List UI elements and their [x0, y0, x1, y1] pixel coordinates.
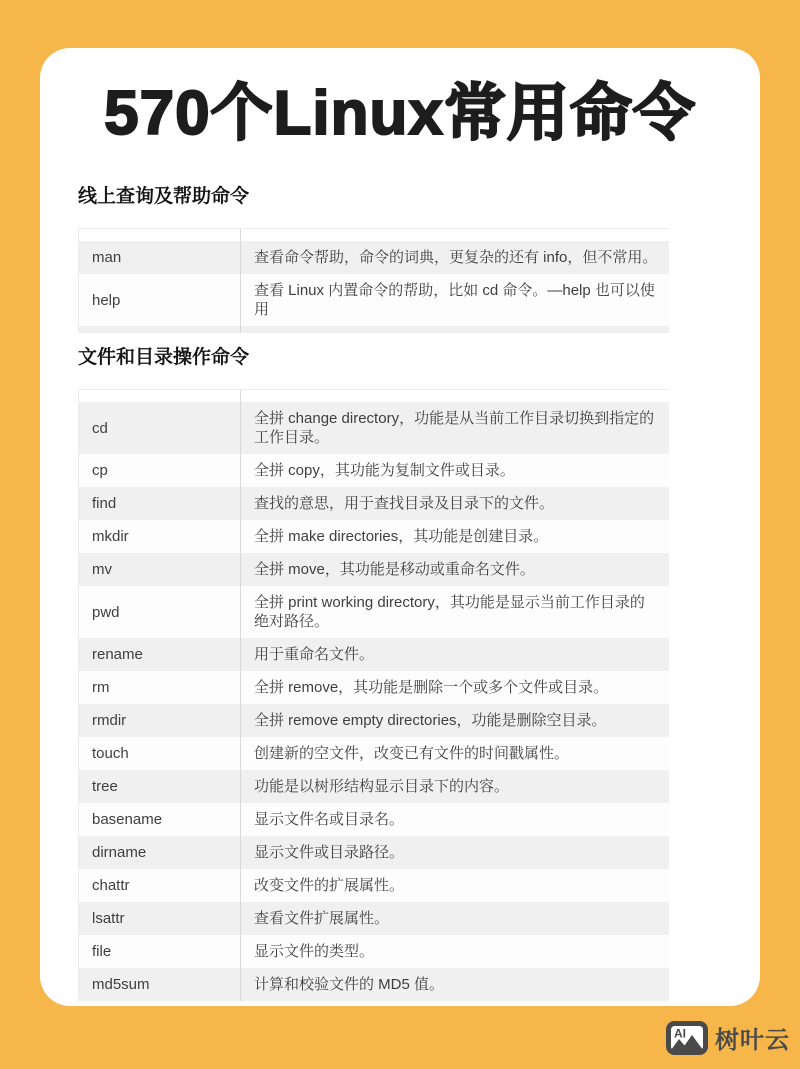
command-text: help [92, 291, 121, 309]
ai-image-logo-icon [666, 1021, 708, 1055]
command-cell [79, 402, 241, 454]
table-row [79, 770, 669, 803]
commands-table [78, 389, 669, 1001]
command-cell [79, 935, 241, 968]
table-row [79, 274, 669, 326]
command-text: file [92, 943, 112, 960]
description-text: 查看文件扩展属性。 [254, 910, 390, 927]
table-row [79, 737, 669, 770]
table-row [79, 553, 669, 586]
description-text: 计算和校验文件的 MD5 值。 [254, 976, 445, 993]
command-cell [79, 770, 241, 803]
table-row [79, 638, 669, 671]
description-text: 查找的意思，用于查找目录及目录下的文件。 [254, 495, 555, 512]
description-cell [241, 553, 669, 586]
description-cell [241, 902, 669, 935]
description-cell [241, 274, 669, 326]
table-cropped-row [79, 326, 669, 333]
description-cell [241, 520, 669, 553]
description-text: 改变文件的扩展属性。 [254, 877, 405, 894]
description-cell [241, 935, 669, 968]
table-row [79, 402, 669, 454]
table-row [79, 836, 669, 869]
description-text: 用于重命名文件。 [254, 646, 375, 663]
description-cell [241, 454, 669, 487]
table-row [79, 803, 669, 836]
command-cell [79, 803, 241, 836]
table-row [79, 902, 669, 935]
description-cell [241, 770, 669, 803]
command-text: dirname [92, 844, 147, 861]
command-cell [79, 553, 241, 586]
description-cell [241, 836, 669, 869]
commands-table [78, 228, 669, 333]
command-cell [79, 836, 241, 869]
command-cell [79, 454, 241, 487]
description-text: 显示文件或目录路径。 [254, 844, 405, 861]
description-text: 创建新的空文件，改变已有文件的时间戳属性。 [254, 745, 570, 762]
command-text: rename [92, 646, 143, 663]
description-text: 全拼 remove，其功能是删除一个或多个文件或目录。 [254, 679, 609, 696]
table-row [79, 454, 669, 487]
description-cell [241, 586, 669, 638]
section-heading: 文件和目录操作命令 [78, 347, 250, 368]
command-cell [79, 869, 241, 902]
description-cell [241, 241, 669, 274]
page-title: 570个Linux常用命令 [104, 79, 696, 148]
command-text: mkdir [92, 528, 129, 545]
description-text: 显示文件的类型。 [254, 943, 375, 960]
description-text: 查看命令帮助，命令的词典，更复杂的还有 info，但不常用。 [254, 249, 658, 266]
command-cell [79, 968, 241, 1001]
description-cell [241, 487, 669, 520]
sections-container [78, 186, 722, 1001]
table-cropped-row [79, 229, 669, 241]
command-cell [79, 241, 241, 274]
table-row [79, 935, 669, 968]
table-row [79, 869, 669, 902]
command-text: rm [92, 679, 110, 696]
description-cell [241, 671, 669, 704]
command-text: cp [92, 462, 108, 479]
description-cell [241, 869, 669, 902]
description-cell [241, 390, 669, 402]
description-cell [241, 229, 669, 241]
command-cell [79, 704, 241, 737]
brand-footer [666, 1020, 790, 1055]
description-cell [241, 402, 669, 454]
command-text: find [92, 495, 117, 512]
command-cell [79, 638, 241, 671]
command-cell [79, 586, 241, 638]
description-text: 全拼 move，其功能是移动或重命名文件。 [254, 561, 535, 578]
command-cell [79, 390, 241, 402]
command-cell [79, 737, 241, 770]
command-text: touch [92, 745, 129, 762]
description-cell [241, 326, 669, 333]
description-cell [241, 803, 669, 836]
command-text: cd [92, 419, 108, 437]
table-row [79, 704, 669, 737]
content-card [40, 48, 760, 1006]
command-text: rmdir [92, 712, 127, 729]
table-row [79, 671, 669, 704]
command-cell [79, 326, 241, 333]
description-text: 查看 Linux 内置命令的帮助，比如 cd 命令。—help 也可以使用 [254, 282, 655, 318]
description-text: 显示文件名或目录名。 [254, 811, 405, 828]
table-cropped-row [79, 390, 669, 402]
command-text: lsattr [92, 910, 125, 927]
command-text: md5sum [92, 976, 150, 993]
description-text: 全拼 make directories，其功能是创建目录。 [254, 528, 549, 545]
table-row [79, 586, 669, 638]
command-text: basename [92, 811, 163, 828]
command-cell [79, 902, 241, 935]
description-text: 功能是以树形结构显示目录下的内容。 [254, 778, 510, 795]
description-text: 全拼 print working directory，其功能是显示当前工作目录的绝对路径。 [254, 594, 645, 630]
description-cell [241, 638, 669, 671]
table-row [79, 520, 669, 553]
command-cell [79, 274, 241, 326]
section-heading: 线上查询及帮助命令 [78, 186, 250, 207]
command-cell [79, 520, 241, 553]
description-text: 全拼 copy，其功能为复制文件或目录。 [254, 462, 515, 479]
command-cell [79, 671, 241, 704]
description-text: 全拼 change directory，功能是从当前工作目录切换到指定的工作目录。 [254, 410, 655, 446]
brand-name: 树叶云 [715, 1027, 790, 1054]
description-cell [241, 704, 669, 737]
command-text: tree [92, 778, 118, 795]
command-text: pwd [92, 603, 120, 621]
table-row [79, 241, 669, 274]
svg-text:AI: AI [674, 1026, 686, 1040]
table-row [79, 968, 669, 1001]
table-row [79, 487, 669, 520]
command-text: man [92, 249, 122, 266]
command-text: mv [92, 561, 112, 578]
command-cell [79, 229, 241, 241]
description-cell [241, 737, 669, 770]
description-cell [241, 968, 669, 1001]
description-text: 全拼 remove empty directories，功能是删除空目录。 [254, 712, 607, 729]
command-cell [79, 487, 241, 520]
command-text: chattr [92, 877, 130, 894]
